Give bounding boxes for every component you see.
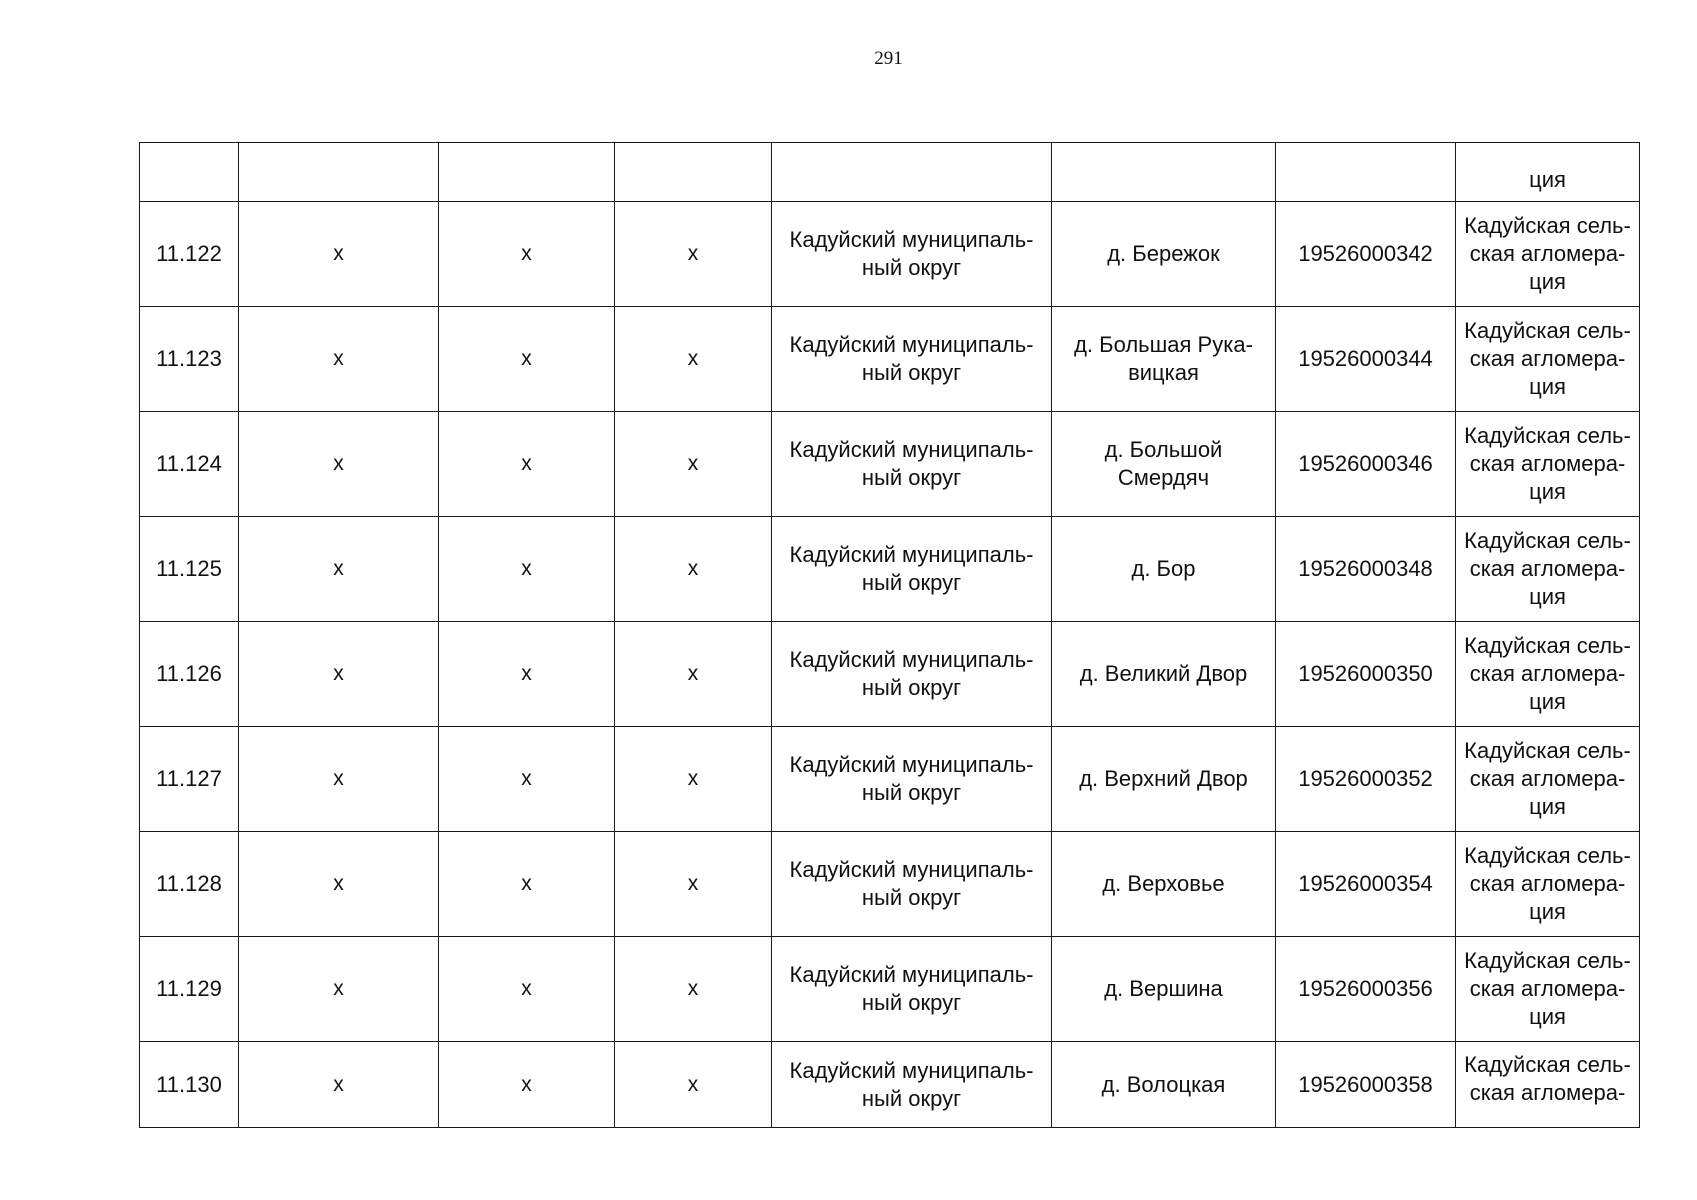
continuation-row	[140, 143, 1640, 202]
mark-cell: х	[239, 412, 439, 517]
mark-cell: х	[615, 412, 772, 517]
row-number-cell: 11.122	[140, 202, 239, 307]
settlement-cell: д. Великий Двор	[1052, 622, 1276, 727]
settlement-cell: д. Большая Рука-вицкая	[1052, 307, 1276, 412]
oktmo-code-cell: 19526000356	[1276, 937, 1456, 1042]
district-cell: Кадуйский муниципаль-ный округ	[772, 412, 1052, 517]
agglomeration-cell: Кадуйская сель-ская агломера-ция	[1456, 622, 1640, 727]
agglomeration-cell: Кадуйская сель-ская агломера-ция	[1456, 412, 1640, 517]
table-row	[140, 412, 1640, 517]
table-row	[140, 307, 1640, 412]
mark-cell: х	[239, 1042, 439, 1128]
district-cell: Кадуйский муниципаль-ный округ	[772, 1042, 1052, 1128]
settlement-cell: д. Верхний Двор	[1052, 727, 1276, 832]
mark-cell: х	[615, 622, 772, 727]
agglomeration-cell: Кадуйская сель-ская агломера-ция	[1456, 307, 1640, 412]
oktmo-code-cell: 19526000348	[1276, 517, 1456, 622]
row-number-cell: 11.125	[140, 517, 239, 622]
oktmo-code-cell: 19526000350	[1276, 622, 1456, 727]
mark-cell: х	[239, 727, 439, 832]
mark-cell: х	[615, 832, 772, 937]
mark-cell: х	[239, 937, 439, 1042]
agglomeration-cell: Кадуйская сель-ская агломера-ция	[1456, 202, 1640, 307]
oktmo-code-cell: 19526000354	[1276, 832, 1456, 937]
mark-cell: х	[439, 1042, 615, 1128]
mark-cell: х	[615, 307, 772, 412]
row-number-cell: 11.130	[140, 1042, 239, 1128]
empty-cell	[1276, 143, 1456, 202]
oktmo-code-cell: 19526000358	[1276, 1042, 1456, 1128]
mark-cell: х	[439, 202, 615, 307]
district-cell: Кадуйский муниципаль-ный округ	[772, 307, 1052, 412]
row-number-cell: 11.124	[140, 412, 239, 517]
row-number-cell: 11.128	[140, 832, 239, 937]
table-row	[140, 1042, 1640, 1128]
agglomeration-tail-cell: ция	[1456, 143, 1640, 202]
settlement-cell: д. Бор	[1052, 517, 1276, 622]
empty-cell	[615, 143, 772, 202]
agglomeration-cell: Кадуйская сель-ская агломера-ция	[1456, 937, 1640, 1042]
oktmo-code-cell: 19526000344	[1276, 307, 1456, 412]
district-cell: Кадуйский муниципаль-ный округ	[772, 202, 1052, 307]
mark-cell: х	[439, 937, 615, 1042]
mark-cell: х	[239, 202, 439, 307]
oktmo-code-cell: 19526000352	[1276, 727, 1456, 832]
district-cell: Кадуйский муниципаль-ный округ	[772, 832, 1052, 937]
page-number: 291	[874, 48, 903, 69]
mark-cell: х	[439, 517, 615, 622]
agglomeration-cell: Кадуйская сель-ская агломера-ция	[1456, 832, 1640, 937]
settlement-cell: д. Бережок	[1052, 202, 1276, 307]
settlement-cell: д. Верховье	[1052, 832, 1276, 937]
mark-cell: х	[439, 727, 615, 832]
district-cell: Кадуйский муниципаль-ный округ	[772, 517, 1052, 622]
mark-cell: х	[239, 307, 439, 412]
agglomeration-cell: Кадуйская сель-ская агломера-ция	[1456, 727, 1640, 832]
settlement-cell: д. Вершина	[1052, 937, 1276, 1042]
mark-cell: х	[439, 832, 615, 937]
row-number-cell: 11.126	[140, 622, 239, 727]
empty-cell	[1052, 143, 1276, 202]
empty-cell	[439, 143, 615, 202]
mark-cell: х	[439, 622, 615, 727]
mark-cell: х	[615, 727, 772, 832]
empty-cell	[239, 143, 439, 202]
mark-cell: х	[439, 307, 615, 412]
table-row	[140, 937, 1640, 1042]
mark-cell: х	[439, 412, 615, 517]
mark-cell: х	[615, 1042, 772, 1128]
empty-cell	[772, 143, 1052, 202]
settlement-cell: д. Волоцкая	[1052, 1042, 1276, 1128]
table-row	[140, 832, 1640, 937]
row-number-cell: 11.127	[140, 727, 239, 832]
table-row	[140, 517, 1640, 622]
district-cell: Кадуйский муниципаль-ный округ	[772, 727, 1052, 832]
district-cell: Кадуйский муниципаль-ный округ	[772, 937, 1052, 1042]
mark-cell: х	[239, 622, 439, 727]
oktmo-code-cell: 19526000342	[1276, 202, 1456, 307]
mark-cell: х	[615, 937, 772, 1042]
table-row	[140, 622, 1640, 727]
mark-cell: х	[239, 832, 439, 937]
agglomeration-cell: Кадуйская сель-ская агломера-	[1456, 1042, 1640, 1128]
empty-cell	[140, 143, 239, 202]
settlement-cell: д. Большой Смердяч	[1052, 412, 1276, 517]
table-row	[140, 202, 1640, 307]
mark-cell: х	[239, 517, 439, 622]
oktmo-code-cell: 19526000346	[1276, 412, 1456, 517]
row-number-cell: 11.129	[140, 937, 239, 1042]
district-cell: Кадуйский муниципаль-ный округ	[772, 622, 1052, 727]
row-number-cell: 11.123	[140, 307, 239, 412]
mark-cell: х	[615, 202, 772, 307]
mark-cell: х	[615, 517, 772, 622]
settlements-table	[139, 142, 1640, 1128]
table-row	[140, 727, 1640, 832]
agglomeration-cell: Кадуйская сель-ская агломера-ция	[1456, 517, 1640, 622]
